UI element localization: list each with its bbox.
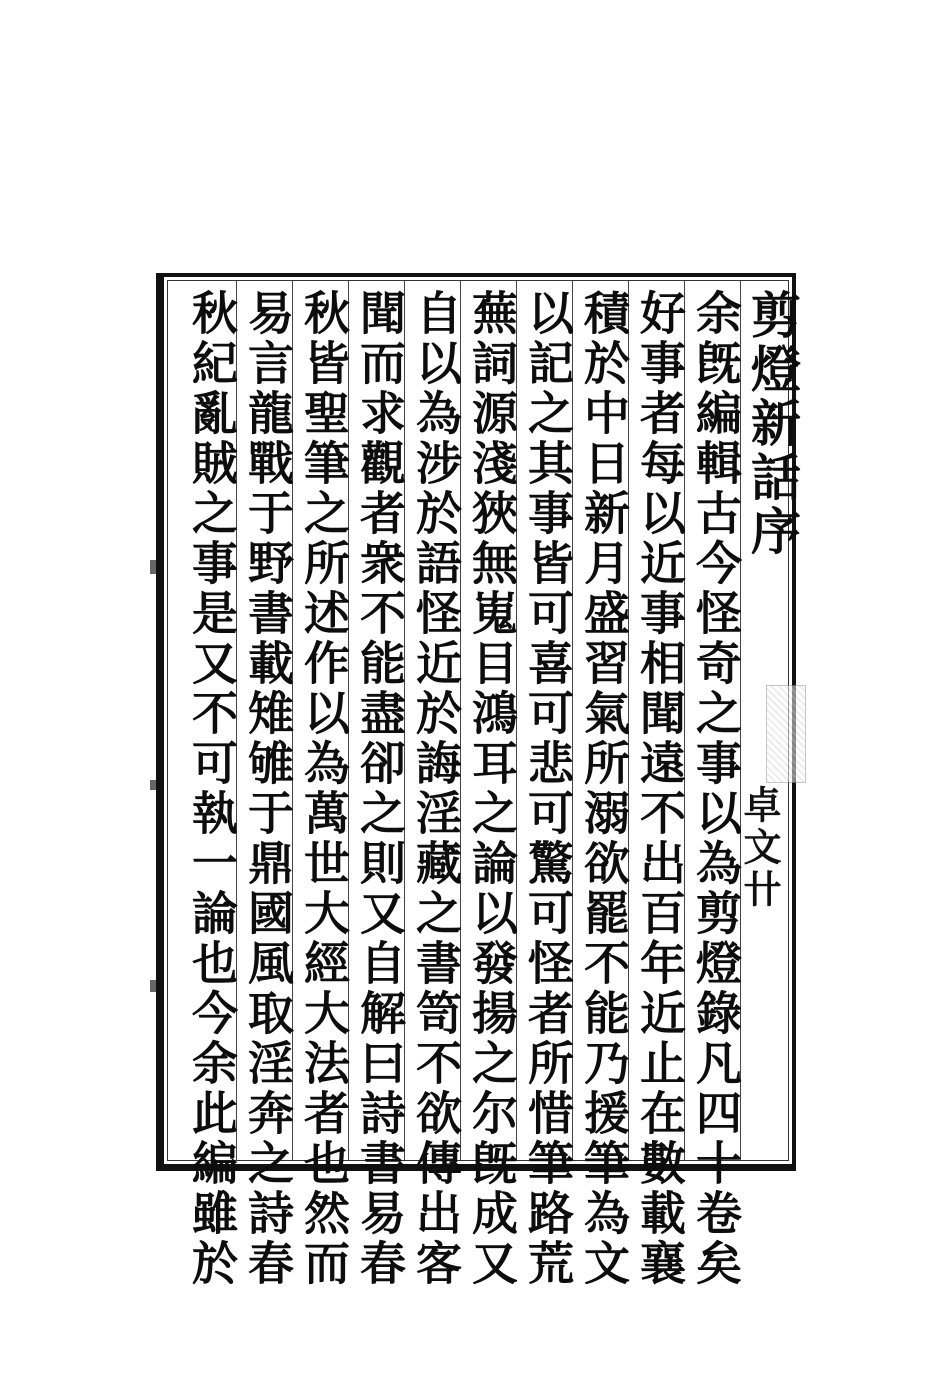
text-column-3: 積於中日新月盛習氣所溺欲罷不能乃援筆為文 <box>577 289 631 1289</box>
text-column-2: 好事者每以近事相聞遠不出百年近止在數載襄 <box>633 289 687 1289</box>
binding-edge-mark <box>150 560 156 574</box>
text-column-6: 自以為涉於語怪近於誨淫藏之書笥不欲傳出客 <box>409 289 463 1289</box>
document-title: 剪燈新話序 <box>743 289 802 559</box>
text-column-1: 余旣編輯古今怪奇之事以為剪燈錄凡四十卷矣 <box>689 289 743 1289</box>
text-column-4: 以記之其事皆可喜可悲可驚可怪者所惜筆路荒 <box>521 289 575 1289</box>
binding-edge-mark <box>150 980 156 992</box>
binding-edge-mark <box>150 780 156 790</box>
text-column-8: 秋皆聖筆之所述作以為萬世大經大法者也然而 <box>297 289 351 1289</box>
text-column-10: 秋紀亂賊之事是又不可執一論也今余此編雖於 <box>185 289 239 1289</box>
text-column-5: 蕪詞源淺狹無嵬目鴻耳之論以發揚之尔旣成又 <box>465 289 519 1289</box>
page-frame <box>156 273 802 1289</box>
author-signature: 卓文卄 <box>737 785 782 911</box>
seal-stamp <box>766 685 806 783</box>
text-column-9: 易言龍戰于野書載雉雊于鼎國風取淫奔之詩春 <box>241 289 295 1289</box>
text-column-7: 聞而求觀者衆不能盡卻之則又自解曰詩書易春 <box>353 289 407 1289</box>
